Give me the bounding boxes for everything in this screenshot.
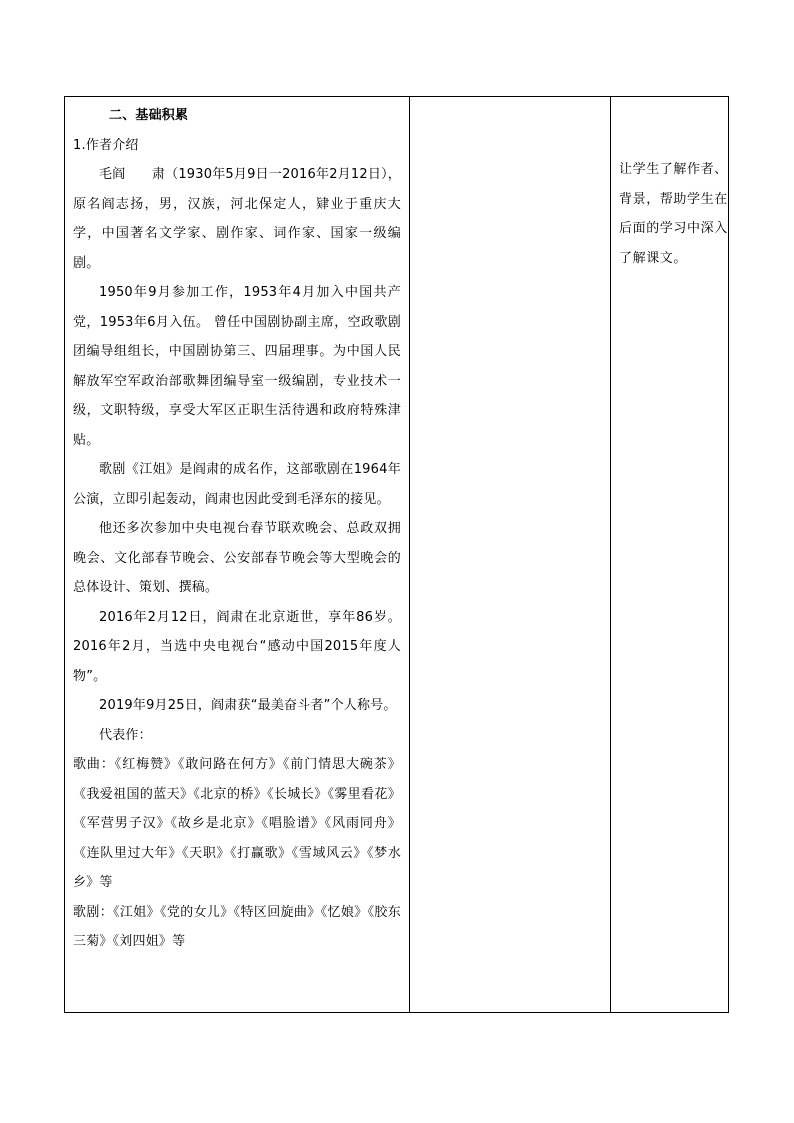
songs-list: 歌曲：《红梅赞》《敢问路在何方》《前门情思大碗茶》《我爱祖国的蓝天》《北京的桥》《长城长》《雾里看花》《军营男子汉》《故乡是北京》《唱脸谱》《风雨同舟》《连队里过大年》《天职》《打赢歌》《雪域风云》《梦水乡》等 xyxy=(73,757,401,890)
author-intro-paragraph: 毛阎 肃（1930年5月9日一2016年2月12日），原名阎志扬，男，汉族，河北保定人，肄业于重庆大学，中国著名文学家、剧作家、词作家、国家一级编剧。 xyxy=(73,167,401,271)
design-intent-text: 让学生了解作者、背景，帮助学生在后面的学习中深入了解课文。 xyxy=(619,162,728,266)
honor-paragraph: 2019年9月25日，阎肃获“最美奋斗者”个人称号。 xyxy=(99,698,397,713)
lesson-plan-table xyxy=(64,96,729,1013)
content-cell xyxy=(65,97,410,1013)
activity-cell xyxy=(410,97,611,1013)
section-heading: 二、基础积累 xyxy=(109,108,189,123)
career-paragraph: 1950年9月参加工作，1953年4月加入中国共产党，1953年6月入伍。 曾任中国剧协副主席，空政歌剧团编导组组长，中国剧协第三、四届理事。为中国人民解放军空军政治部歌舞团编导室一级编剧，专业技术一级，文职特级，享受大军区正职生活待遇和政府特殊津贴。 xyxy=(73,285,401,448)
section-subheading: 1.作者介绍 xyxy=(73,137,139,153)
operas-list: 歌剧：《江姐》《党的女儿》《特区回旋曲》《忆娘》《胶东三菊》《刘四姐》等 xyxy=(73,904,401,949)
intent-cell xyxy=(611,97,729,1013)
works-label: 代表作： xyxy=(99,727,152,743)
galas-paragraph: 他还多次参加中央电视台春节联欢晚会、总政双拥晚会、文化部春节晚会、公安部春节晚会等大型晚会的总体设计、策划、撰稿。 xyxy=(73,521,401,595)
death-paragraph: 2016年2月12日，阎肃在北京逝世，享年86岁。2016年2月，当选中央电视台“感动中国2015年度人物”。 xyxy=(73,609,401,684)
table-row xyxy=(65,97,729,1013)
opera-paragraph: 歌剧《江姐》是阎肃的成名作，这部歌剧在1964年公演，立即引起轰动，阎肃也因此受到毛泽东的接见。 xyxy=(73,462,401,507)
